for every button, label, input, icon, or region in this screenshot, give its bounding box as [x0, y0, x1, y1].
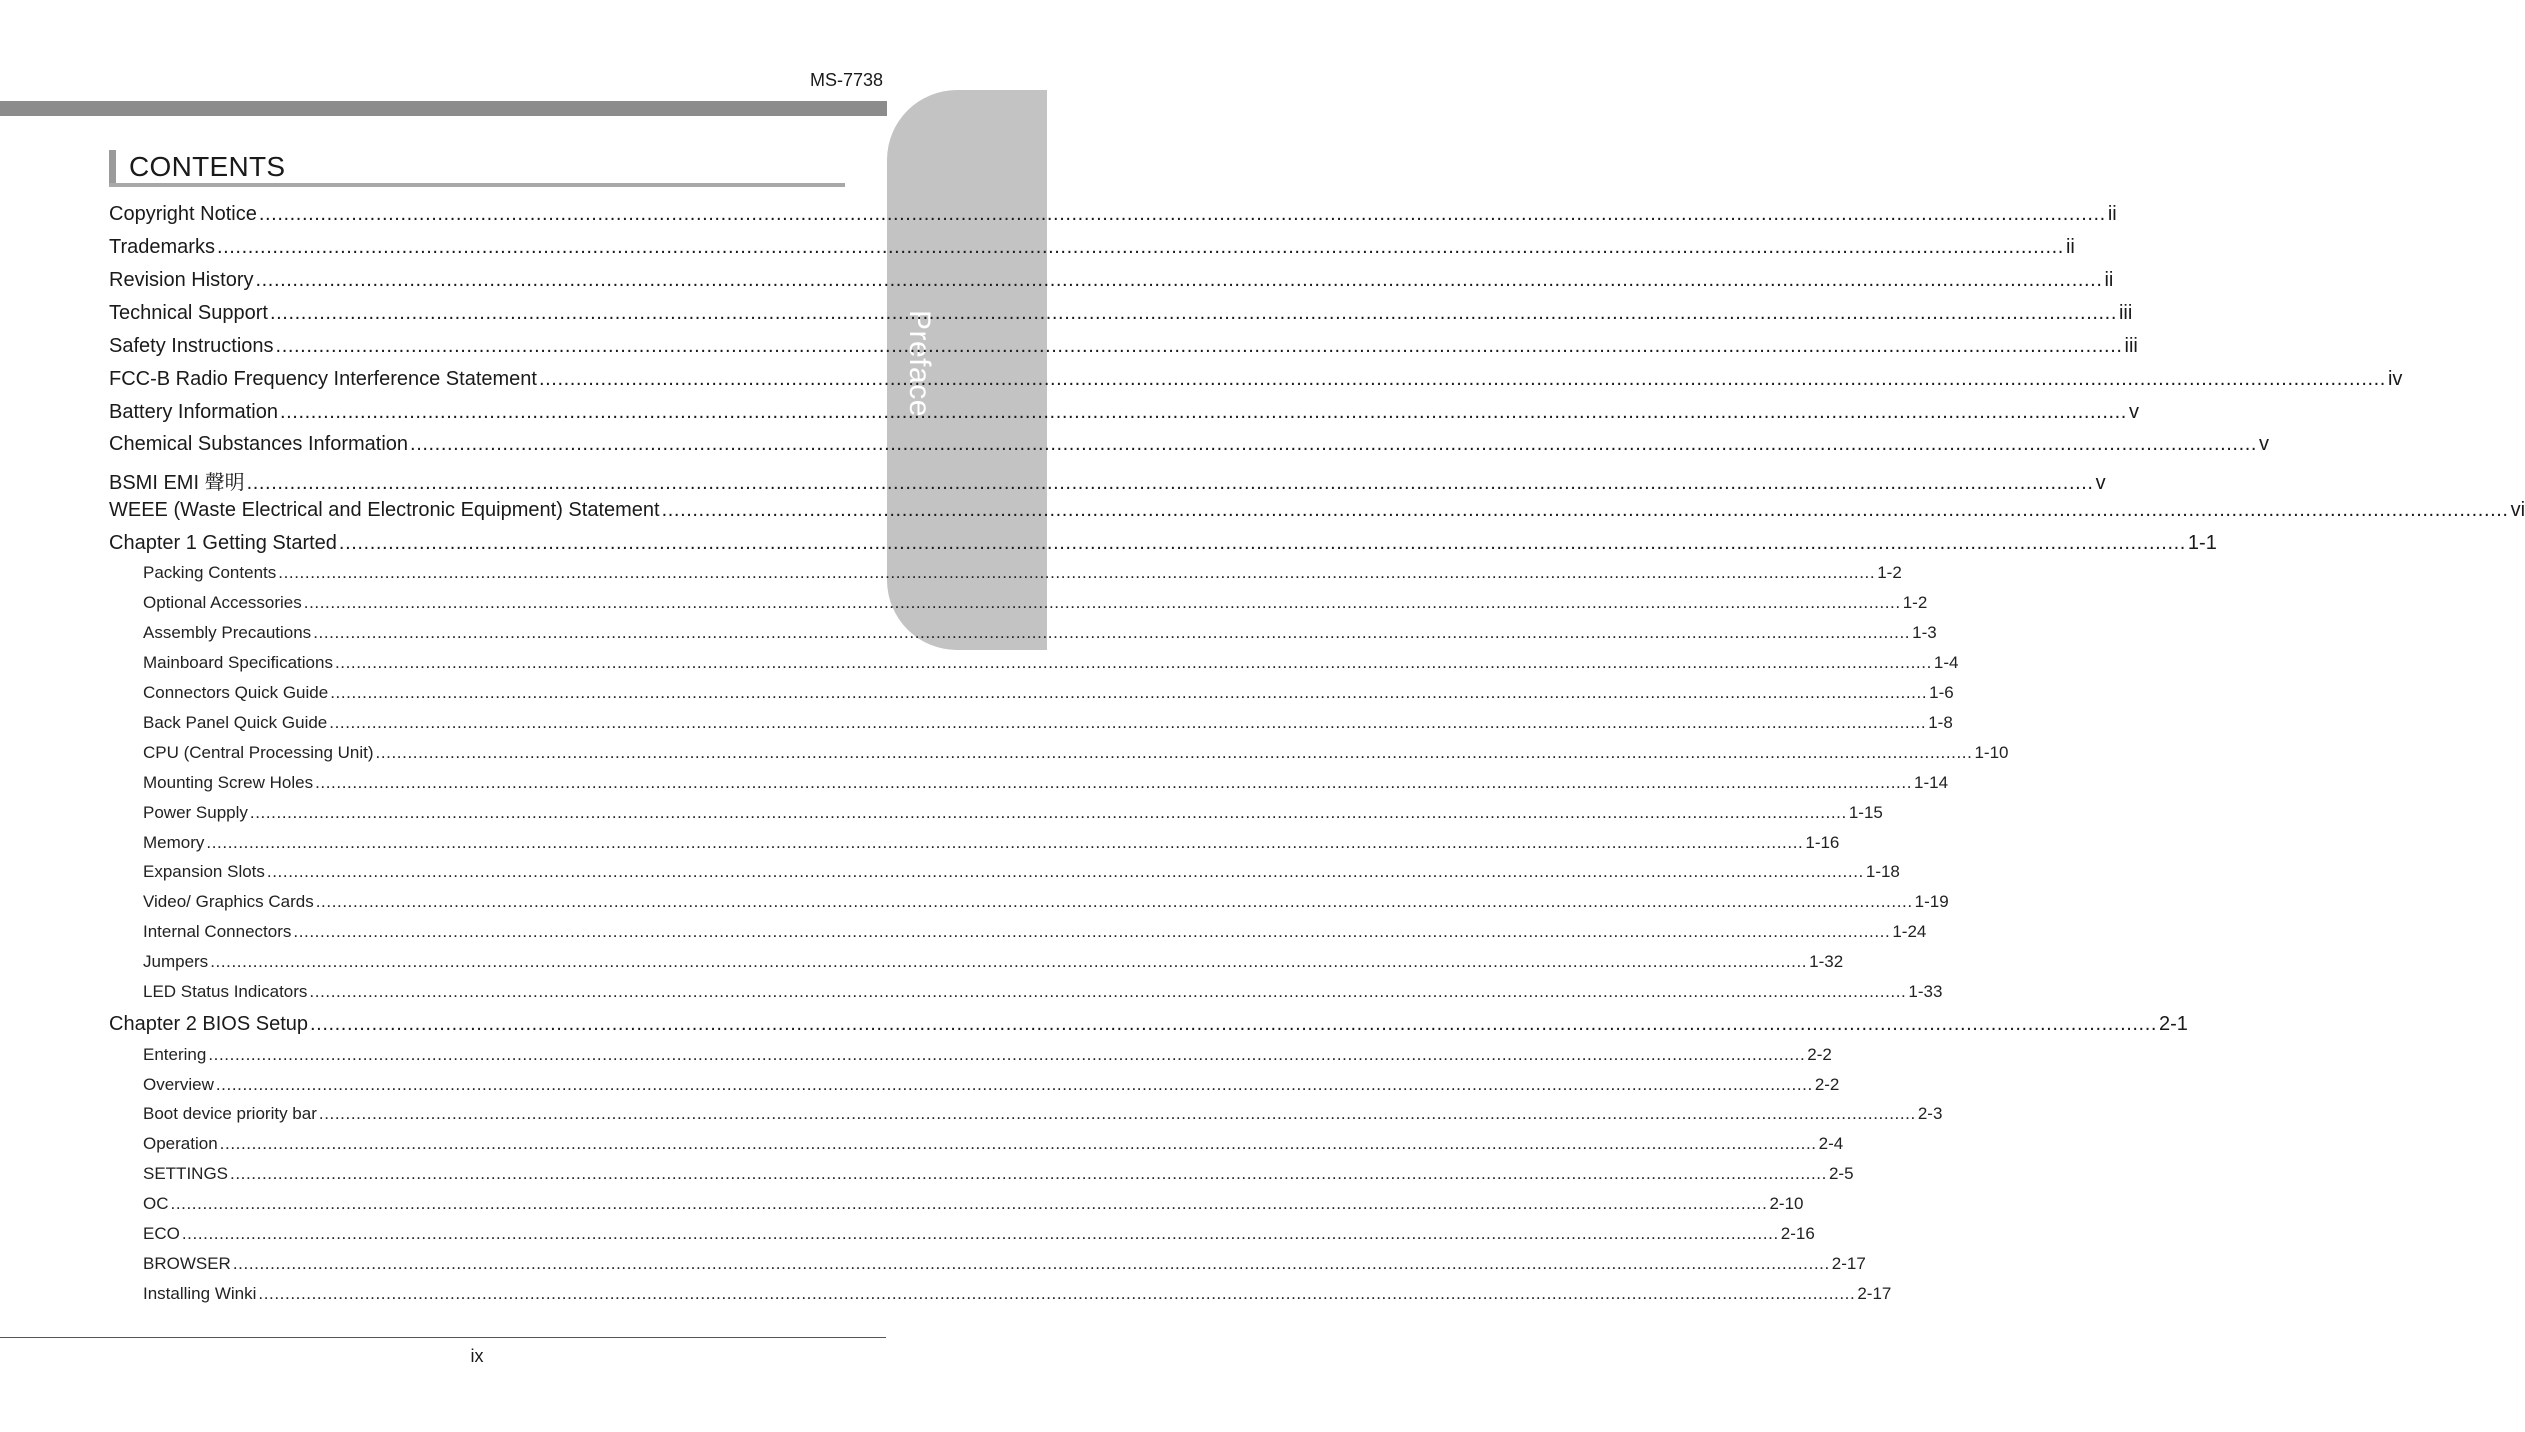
toc-entry-page: 1-24 [1892, 922, 1927, 941]
toc-entry[interactable] [143, 982, 1943, 1002]
toc-entry[interactable] [109, 499, 2525, 522]
toc-leader-dots: ............................................................................................................................................................................................................................................................................................................ [216, 236, 2064, 258]
toc-entry-page: 1-3 [1912, 623, 1937, 642]
toc-entry-title: Video/ Graphics Cards [143, 892, 314, 911]
toc-leader-dots: ............................................................................................................................................................................................................................................................................................................ [266, 862, 1864, 881]
toc-entry-page: v [2259, 433, 2270, 455]
toc-entry-title: Jumpers [143, 952, 209, 971]
toc-leader-dots: ............................................................................................................................................................................................................................................................................................................ [258, 203, 2106, 225]
toc-leader-dots: ............................................................................................................................................................................................................................................................................................................ [232, 1254, 1830, 1273]
toc-entry-title: Internal Connectors [143, 922, 292, 941]
toc-entry[interactable] [143, 1194, 1804, 1214]
toc-leader-dots: ............................................................................................................................................................................................................................................................................................................ [293, 922, 1891, 941]
side-tab-label: Preface [903, 310, 936, 417]
toc-entry[interactable] [109, 335, 2138, 358]
toc-entry[interactable] [109, 433, 2270, 456]
toc-entry[interactable] [143, 683, 1954, 703]
toc-entry-page: 2-4 [1818, 1134, 1844, 1153]
toc-entry-title: Operation [143, 1134, 218, 1153]
toc-entry[interactable] [109, 532, 2217, 555]
toc-entry[interactable] [143, 563, 1902, 583]
toc-entry[interactable] [109, 236, 2075, 259]
toc-leader-dots: ............................................................................................................................................................................................................................................................................................................ [315, 892, 1913, 911]
toc-entry[interactable] [109, 1013, 2188, 1036]
toc-entry[interactable] [143, 1284, 1892, 1304]
toc-entry-title: Installing Winki [143, 1284, 257, 1303]
toc-leader-dots: ............................................................................................................................................................................................................................................................................................................ [258, 1284, 1856, 1303]
toc-entry[interactable] [109, 203, 2117, 226]
toc-entry-title: Packing Contents [143, 563, 277, 582]
toc-entry[interactable] [143, 653, 1959, 673]
toc-entry-page: 2-5 [1828, 1164, 1854, 1183]
toc-leader-dots: ............................................................................................................................................................................................................................................................................................................ [410, 433, 2258, 455]
toc-entry[interactable] [109, 302, 2133, 325]
toc-entry[interactable] [109, 466, 2106, 495]
heading-title: CONTENTS [129, 151, 286, 182]
toc-entry-page: 2-17 [1831, 1254, 1866, 1273]
toc-entry-title: Battery Information [109, 401, 278, 423]
toc-entry-title: LED Status Indicators [143, 982, 308, 1001]
toc-entry[interactable] [143, 1045, 1832, 1065]
toc-entry-title: Mainboard Specifications [143, 653, 333, 672]
toc-entry[interactable] [109, 368, 2403, 391]
toc-entry-title: Chapter 2 BIOS Setup [109, 1013, 309, 1035]
toc-leader-dots: ............................................................................................................................................................................................................................................................................................................ [318, 1104, 1916, 1123]
toc-entry[interactable] [143, 922, 1927, 942]
toc-leader-dots: ............................................................................................................................................................................................................................................................................................................ [329, 713, 1927, 732]
toc-entry[interactable] [143, 1254, 1866, 1274]
toc-entry-page: 1-16 [1805, 833, 1840, 852]
toc-entry-page: 1-33 [1908, 982, 1943, 1001]
toc-leader-dots: ............................................................................................................................................................................................................................................................................................................ [334, 653, 1932, 672]
toc-leader-dots: ............................................................................................................................................................................................................................................................................................................ [249, 803, 1847, 822]
toc-entry-title: FCC-B Radio Frequency Interference Statement [109, 368, 537, 390]
toc-leader-dots: ............................................................................................................................................................................................................................................................................................................ [330, 683, 1928, 702]
toc-entry[interactable] [143, 593, 1928, 613]
toc-entry-title: CPU (Central Processing Unit) [143, 743, 374, 762]
toc-entry-page: 1-10 [1974, 743, 2009, 762]
toc-entry[interactable] [109, 401, 2139, 424]
toc-entry[interactable] [143, 862, 1900, 882]
heading-marker [109, 150, 116, 187]
toc-entry-title: Connectors Quick Guide [143, 683, 329, 702]
toc-entry[interactable] [143, 1075, 1840, 1095]
toc-entry[interactable] [143, 892, 1949, 912]
toc-entry-page: v [2128, 401, 2139, 423]
toc-entry-page: iv [2387, 368, 2403, 390]
toc-entry[interactable] [109, 269, 2114, 292]
toc-leader-dots: ............................................................................................................................................................................................................................................................................................................ [181, 1224, 1779, 1243]
toc-entry-page: iii [2118, 302, 2133, 324]
toc-entry-title: Memory [143, 833, 205, 852]
header-bar [0, 101, 887, 116]
toc-leader-dots: ............................................................................................................................................................................................................................................................................................................ [315, 773, 1913, 792]
toc-entry-page: v [2095, 472, 2106, 494]
toc-entry-page: 1-4 [1933, 653, 1959, 672]
toc-entry-title: Expansion Slots [143, 862, 265, 881]
toc-entry-title: Overview [143, 1075, 214, 1094]
toc-entry[interactable] [143, 833, 1840, 853]
toc-entry-title: Power Supply [143, 803, 248, 822]
footer-rule [0, 1337, 886, 1338]
toc-leader-dots: ............................................................................................................................................................................................................................................................................................................ [255, 269, 2103, 291]
model-number: MS-7738 [809, 70, 883, 90]
toc-leader-dots: ............................................................................................................................................................................................................................................................................................................ [279, 401, 2127, 423]
toc-entry[interactable] [143, 743, 2009, 763]
toc-entry[interactable] [143, 803, 1883, 823]
toc-entry-page: 1-14 [1914, 773, 1949, 792]
toc-entry-title: Safety Instructions [109, 335, 274, 357]
toc-entry-page: 2-16 [1780, 1224, 1815, 1243]
toc-entry[interactable] [143, 952, 1844, 972]
toc-leader-dots: ............................................................................................................................................................................................................................................................................................................ [206, 833, 1804, 852]
toc-leader-dots: ............................................................................................................................................................................................................................................................................................................ [661, 499, 2509, 521]
toc-leader-dots: ............................................................................................................................................................................................................................................................................................................ [219, 1134, 1817, 1153]
toc-entry-page: 1-2 [1902, 593, 1928, 612]
toc-leader-dots: ............................................................................................................................................................................................................................................................................................................ [310, 1013, 2158, 1035]
toc-entry[interactable] [143, 623, 1937, 643]
toc-entry-page: 1-8 [1928, 713, 1953, 732]
toc-entry[interactable] [143, 713, 1953, 733]
toc-entry-title: Assembly Precautions [143, 623, 312, 642]
toc-entry[interactable] [143, 1134, 1844, 1154]
toc-entry-title: SETTINGS [143, 1164, 229, 1183]
toc-entry-title: Trademarks [109, 236, 215, 258]
toc-entry-title: Boot device priority bar [143, 1104, 317, 1123]
toc-leader-dots: ............................................................................................................................................................................................................................................................................................................ [278, 563, 1876, 582]
toc-leader-dots: ............................................................................................................................................................................................................................................................................................................ [230, 1164, 1827, 1183]
toc-leader-dots: ............................................................................................................................................................................................................................................................................................................ [338, 532, 2186, 554]
toc-entry-page: ii [2104, 269, 2114, 291]
toc-entry-title: Technical Support [109, 302, 268, 324]
toc-entry-title: ECO [143, 1224, 180, 1243]
toc-entry-page: 1-32 [1809, 952, 1844, 971]
toc-entry[interactable] [143, 773, 1949, 793]
toc-entry-page: 2-2 [1807, 1045, 1832, 1064]
toc-entry-page: 2-10 [1769, 1194, 1804, 1213]
toc-entry-title: Chapter 1 Getting Started [109, 532, 337, 554]
toc-entry-page: 1-2 [1877, 563, 1902, 582]
toc-leader-dots: ............................................................................................................................................................................................................................................................................................................ [375, 743, 1973, 762]
toc-entry-title: WEEE (Waste Electrical and Electronic Equipment) Statement [109, 499, 660, 521]
toc-entry-title: Back Panel Quick Guide [143, 713, 328, 732]
toc-leader-dots: ............................................................................................................................................................................................................................................................................................................ [309, 982, 1907, 1001]
toc-entry-page: iii [2124, 335, 2138, 357]
toc-leader-dots: ............................................................................................................................................................................................................................................................................................................ [303, 593, 1901, 612]
toc-entry-page: 1-19 [1914, 892, 1949, 911]
toc-entry-page: 2-2 [1814, 1075, 1840, 1094]
toc-leader-dots: ............................................................................................................................................................................................................................................................................................................ [215, 1075, 1813, 1094]
toc-leader-dots: ............................................................................................................................................................................................................................................................................................................ [208, 1045, 1806, 1064]
toc-entry-page: ii [2065, 236, 2075, 258]
toc-entry-title: BSMI EMI 聲明 [109, 472, 245, 494]
toc-entry-title: Optional Accessories [143, 593, 302, 612]
toc-entry-title: Revision History [109, 269, 254, 291]
toc-leader-dots: ............................................................................................................................................................................................................................................................................................................ [269, 302, 2117, 324]
toc-entry-page: 1-6 [1929, 683, 1954, 702]
toc-entry-title: OC [143, 1194, 169, 1213]
toc-leader-dots: ............................................................................................................................................................................................................................................................................................................ [210, 952, 1808, 971]
toc-entry-page: 1-18 [1865, 862, 1900, 881]
page-number: ix [470, 1346, 484, 1366]
toc-entry-page: ii [2107, 203, 2117, 225]
toc-entry-title: Chemical Substances Information [109, 433, 409, 455]
toc-entry-title: Mounting Screw Holes [143, 773, 314, 792]
toc-leader-dots: ............................................................................................................................................................................................................................................................................................................ [246, 472, 2094, 494]
toc-leader-dots: ............................................................................................................................................................................................................................................................................................................ [275, 335, 2123, 357]
toc-entry-title: BROWSER [143, 1254, 231, 1273]
toc-entry-page: 2-17 [1857, 1284, 1892, 1303]
toc-entry[interactable] [143, 1224, 1815, 1244]
toc-entry-title: Entering [143, 1045, 207, 1064]
toc-leader-dots: ............................................................................................................................................................................................................................................................................................................ [538, 368, 2386, 390]
toc-entry-page: vi [2510, 499, 2525, 521]
heading-underline [109, 183, 845, 187]
toc-entry-title: Copyright Notice [109, 203, 257, 225]
toc-entry-page: 2-3 [1917, 1104, 1943, 1123]
toc-entry[interactable] [143, 1104, 1943, 1124]
toc-leader-dots: ............................................................................................................................................................................................................................................................................................................ [170, 1194, 1768, 1213]
toc-entry-page: 1-15 [1848, 803, 1883, 822]
toc-entry-page: 2-1 [2159, 1013, 2188, 1035]
contents-heading [109, 150, 845, 188]
toc-entry[interactable] [143, 1164, 1854, 1184]
toc-entry-page: 1-1 [2187, 532, 2217, 554]
toc-leader-dots: ............................................................................................................................................................................................................................................................................................................ [313, 623, 1911, 642]
